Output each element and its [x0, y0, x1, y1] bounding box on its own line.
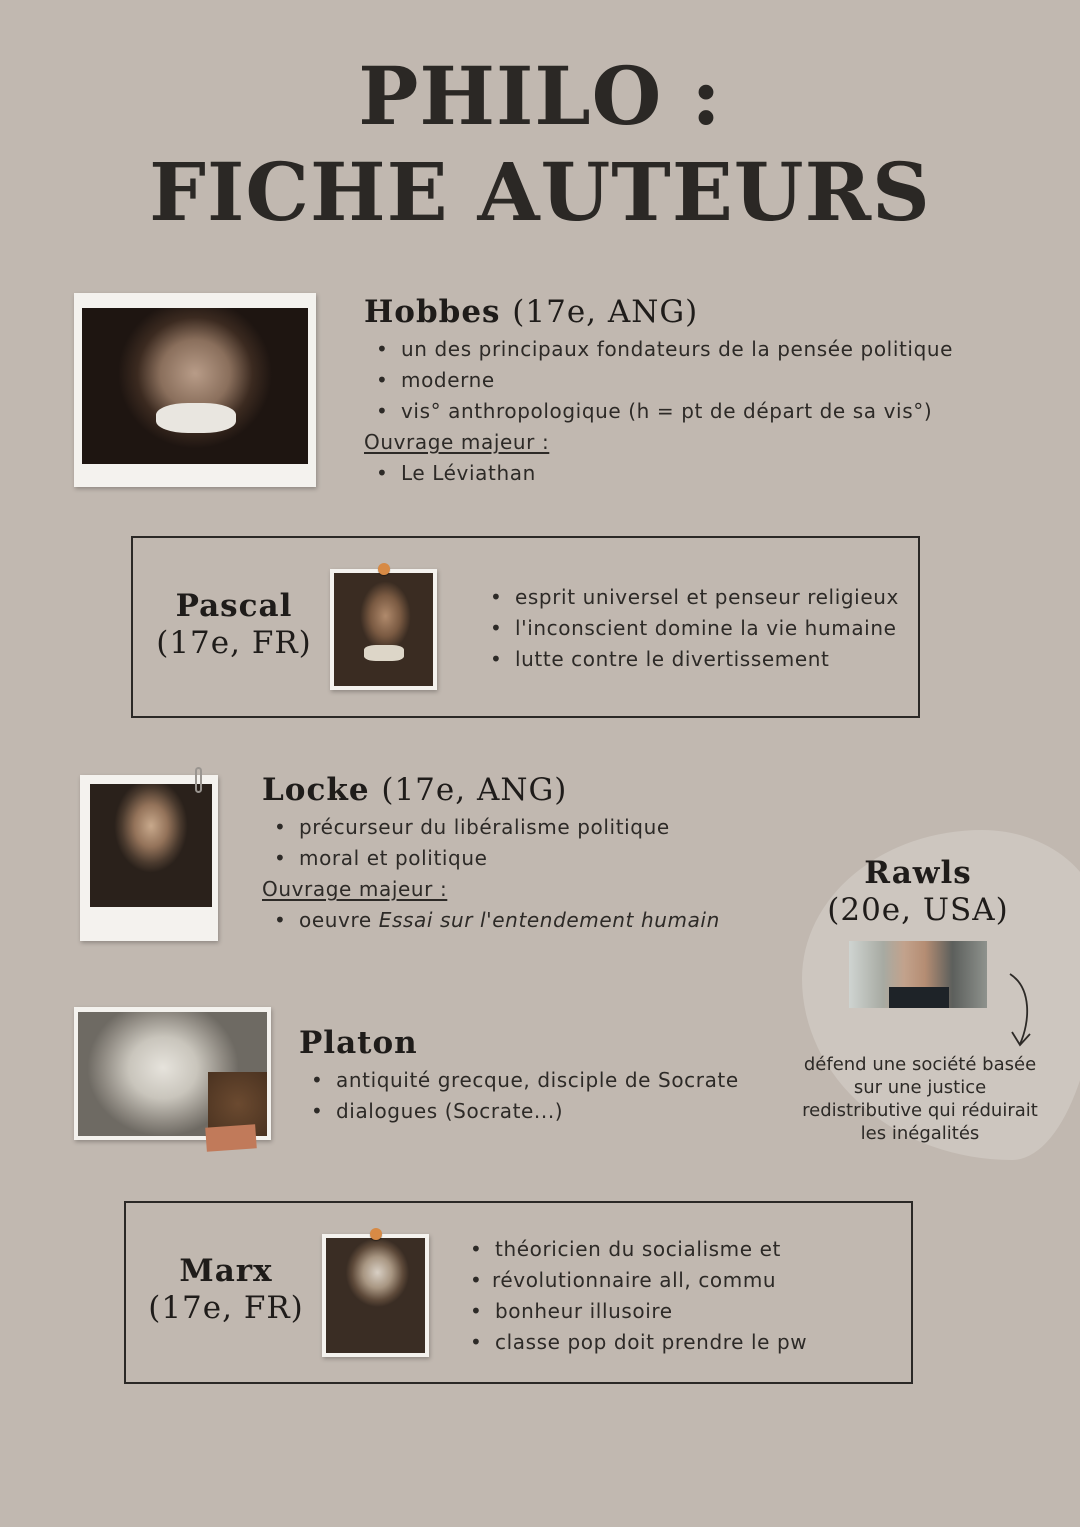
marx-bullets	[458, 1234, 888, 1358]
platon-name: Platon	[299, 1025, 418, 1061]
locke-name	[262, 768, 782, 812]
rawls-name-text: Rawls	[864, 855, 972, 891]
title-line-2: FICHE AUTEURS	[149, 145, 931, 239]
marx-portrait	[326, 1238, 425, 1353]
rawls-portrait	[849, 941, 987, 1008]
marx-meta: (17e, FR)	[148, 1290, 304, 1326]
hobbes-ouvrage-list	[364, 458, 1004, 489]
pascal-bullets	[478, 582, 908, 675]
hobbes-portrait	[82, 308, 308, 464]
rawls-name	[808, 855, 1028, 929]
rawls-description: défend une société basée sur une justice redistributive qui réduirait les inégalités	[802, 1054, 1038, 1144]
pascal-portrait-frame	[330, 569, 437, 690]
list-item-continuation: • moderne	[364, 365, 1004, 396]
locke-ouvrage-list	[262, 905, 782, 936]
paperclip-icon	[195, 767, 202, 793]
locke-portrait	[90, 784, 212, 907]
locke-ouvrage-title: Essai sur l'entendement humain	[378, 908, 720, 932]
platon-portrait	[78, 1012, 267, 1136]
locke-bullets	[262, 812, 782, 874]
list-item: • moral et politique	[262, 843, 782, 874]
list-item: • théoricien du socialisme et	[458, 1234, 888, 1265]
list-item: • esprit universel et penseur religieux	[478, 582, 908, 613]
pin-icon	[370, 1228, 382, 1240]
list-item: • vis° anthropologique (h = pt de départ de sa vis°)	[364, 396, 1004, 427]
list-item: • bonheur illusoire	[458, 1296, 888, 1327]
hobbes-ouvrage-label: Ouvrage majeur :	[364, 430, 550, 454]
list-item: • lutte contre le divertissement	[478, 644, 908, 675]
marx-name-text: Marx	[179, 1253, 273, 1289]
title-line-1: PHILO :	[358, 49, 722, 143]
list-item-continuation: • révolutionnaire all, commu	[458, 1265, 888, 1296]
hobbes-bullets	[364, 334, 1004, 427]
page-title	[0, 48, 1080, 240]
pin-icon	[378, 563, 390, 575]
list-item: • un des principaux fondateurs de la pensée politique	[364, 334, 1004, 365]
platon-portrait-frame	[74, 1007, 271, 1140]
tape-decoration	[205, 1124, 257, 1151]
curved-arrow-icon	[1002, 970, 1042, 1050]
list-item: • classe pop doit prendre le pw	[458, 1327, 888, 1358]
locke-meta: (17e, ANG)	[381, 772, 568, 808]
hobbes-name	[364, 290, 1004, 334]
list-item: • précurseur du libéralisme politique	[262, 812, 782, 843]
pascal-name	[150, 588, 318, 662]
locke-section	[262, 768, 782, 936]
locke-name-text: Locke	[262, 772, 370, 808]
list-item: • Le Léviathan	[364, 458, 1004, 489]
hobbes-meta: (17e, ANG)	[512, 294, 699, 330]
list-item: • l'inconscient domine la vie humaine	[478, 613, 908, 644]
platon-section	[299, 1021, 769, 1127]
marx-name	[140, 1253, 312, 1327]
hobbes-portrait-frame	[74, 293, 316, 487]
locke-ouvrage-prefix: oeuvre	[299, 908, 379, 932]
pascal-name-text: Pascal	[175, 588, 293, 624]
list-item: • antiquité grecque, disciple de Socrate	[299, 1065, 769, 1096]
locke-portrait-frame	[80, 775, 218, 941]
platon-bullets	[299, 1065, 769, 1127]
list-item: • dialogues (Socrate...)	[299, 1096, 769, 1127]
locke-ouvrage-label: Ouvrage majeur :	[262, 877, 448, 901]
hobbes-section	[364, 290, 1004, 489]
list-item	[262, 905, 782, 936]
marx-portrait-frame	[322, 1234, 429, 1357]
pascal-meta: (17e, FR)	[156, 625, 312, 661]
pascal-portrait	[334, 573, 433, 686]
hobbes-name-text: Hobbes	[364, 294, 501, 330]
rawls-meta: (20e, USA)	[827, 892, 1009, 928]
